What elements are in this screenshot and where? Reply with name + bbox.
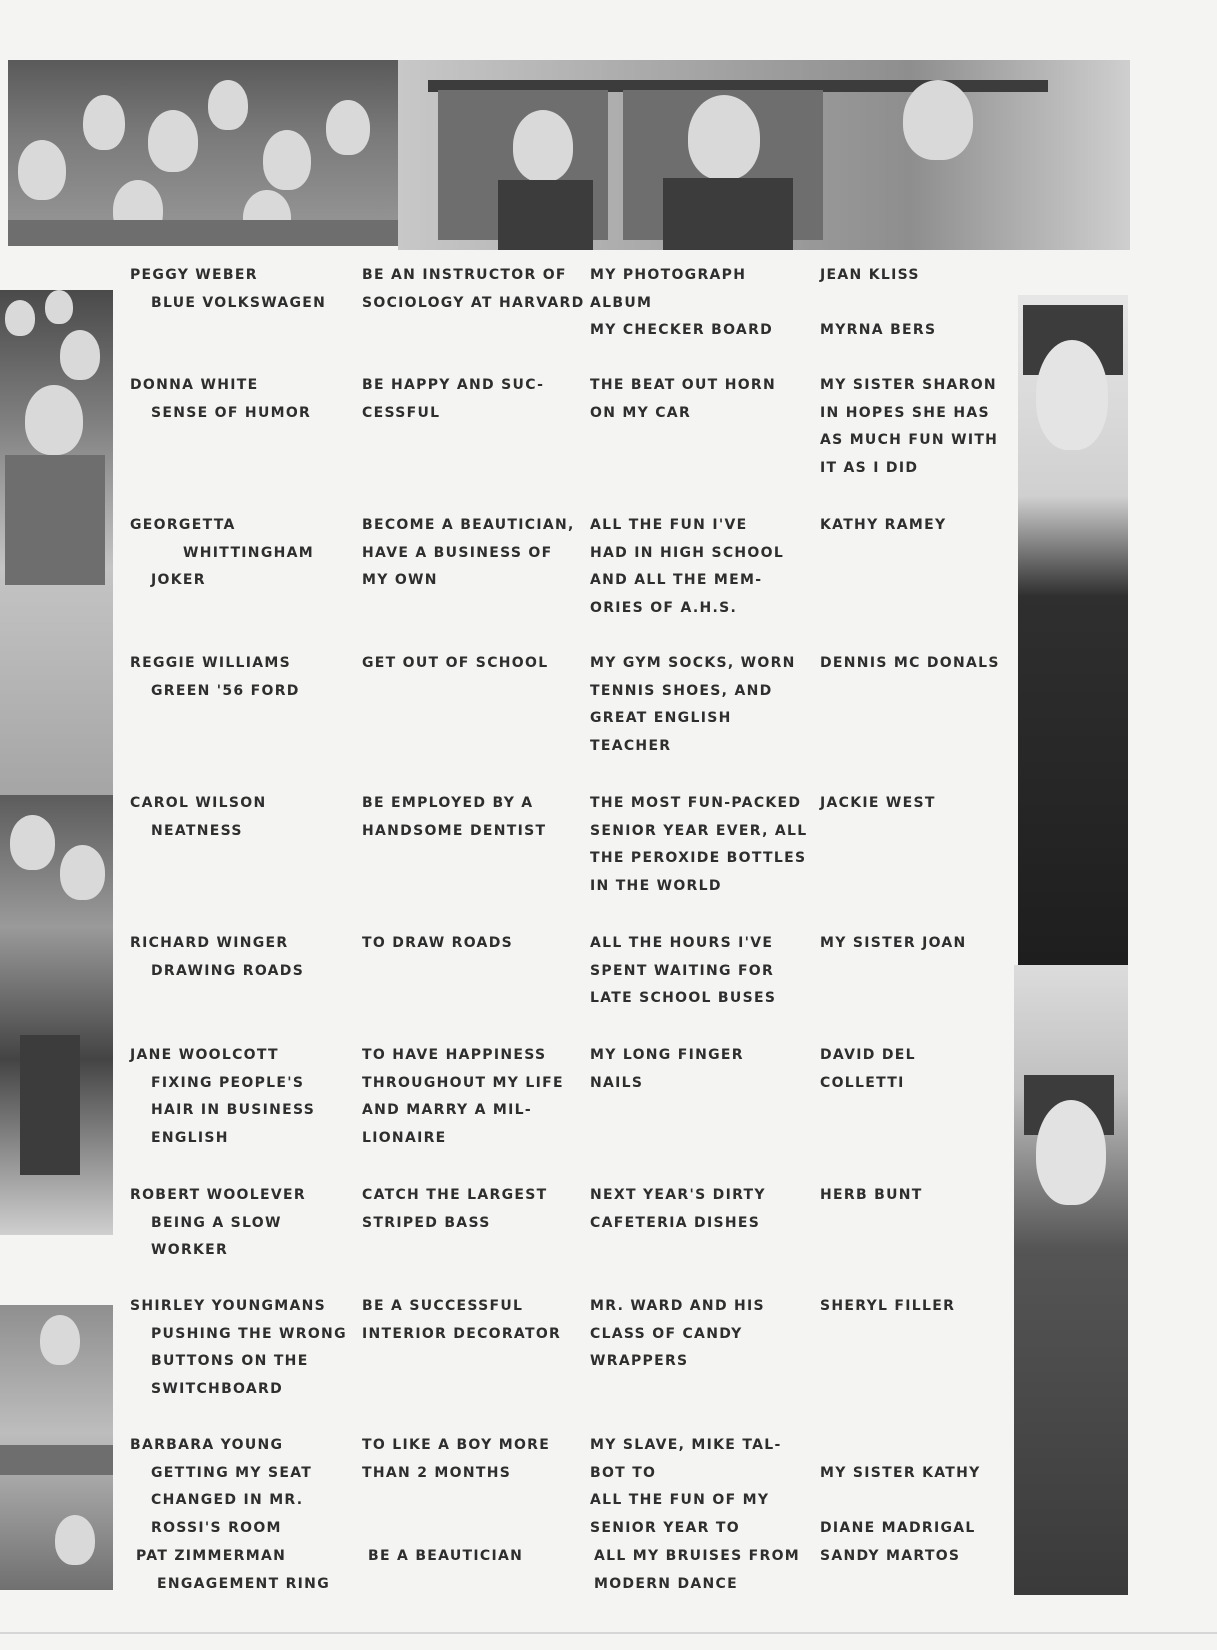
bequest-line: MODERN DANCE bbox=[594, 1575, 738, 1592]
student-name: PEGGY WEBER bbox=[130, 267, 258, 283]
ambition-line: BE A SUCCESSFUL bbox=[362, 1298, 524, 1314]
ambition-line: THROUGHOUT MY LIFE bbox=[362, 1074, 564, 1091]
recipient-line: AS MUCH FUN WITH bbox=[820, 432, 999, 448]
student-cell bbox=[130, 930, 352, 985]
bequest-cell bbox=[590, 1042, 815, 1097]
student-cell bbox=[130, 1293, 352, 1403]
student-cell bbox=[130, 262, 352, 317]
ambition-line: CESSFUL bbox=[362, 404, 441, 421]
student-name: REGGIE WILLIAMS bbox=[130, 655, 292, 671]
bequest-line: LATE SCHOOL BUSES bbox=[590, 990, 777, 1006]
bequest-line: CAFETERIA DISHES bbox=[590, 1214, 761, 1231]
bequest-line: WRAPPERS bbox=[590, 1353, 689, 1369]
recipient-line: JACKIE WEST bbox=[820, 795, 936, 811]
ambition-line: TO LIKE A BOY MORE bbox=[362, 1437, 551, 1453]
student-name: BARBARA YOUNG bbox=[130, 1437, 284, 1453]
bequest-cell bbox=[590, 650, 815, 760]
student-trait: HAIR IN BUSINESS bbox=[151, 1102, 316, 1118]
student-cell bbox=[130, 1182, 352, 1265]
recipient-cell bbox=[820, 1432, 1020, 1542]
student-cell bbox=[130, 512, 352, 595]
ambition-cell bbox=[362, 790, 584, 845]
ambition-cell bbox=[362, 512, 584, 595]
recipient-line: DAVID DEL bbox=[820, 1047, 916, 1063]
recipient-line: MY SISTER KATHY bbox=[820, 1464, 981, 1481]
student-name: PAT ZIMMERMAN bbox=[136, 1548, 287, 1564]
bequest-cell bbox=[590, 512, 815, 622]
bequest-line: BOT TO bbox=[590, 1464, 657, 1481]
student-cell bbox=[130, 372, 352, 427]
bequest-cell bbox=[594, 1543, 819, 1598]
student-trait: FIXING PEOPLE'S bbox=[151, 1074, 305, 1091]
student-trait: SWITCHBOARD bbox=[151, 1380, 284, 1397]
student-cell bbox=[130, 1432, 352, 1542]
student-trait: DRAWING ROADS bbox=[151, 962, 305, 979]
ambition-line: THAN 2 MONTHS bbox=[362, 1464, 512, 1481]
ambition-cell bbox=[362, 1432, 584, 1487]
recipient-line bbox=[820, 1487, 1020, 1515]
student-trait: NEATNESS bbox=[151, 822, 243, 839]
recipient-cell bbox=[820, 1042, 1020, 1097]
bequest-line: IN THE WORLD bbox=[590, 877, 722, 894]
bequest-line: MY GYM SOCKS, WORN bbox=[590, 655, 796, 671]
student-trait: GREEN '56 FORD bbox=[151, 682, 300, 699]
student-trait: ENGLISH bbox=[151, 1129, 229, 1146]
ambition-line: LIONAIRE bbox=[362, 1129, 447, 1146]
student-name: JANE WOOLCOTT bbox=[130, 1047, 279, 1063]
recipient-line: MY SISTER JOAN bbox=[820, 935, 967, 951]
student-trait: CHANGED IN MR. bbox=[151, 1492, 304, 1508]
ambition-line: BE EMPLOYED BY A bbox=[362, 795, 534, 811]
bequest-line: TEACHER bbox=[590, 737, 672, 754]
bequest-line: THE BEAT OUT HORN bbox=[590, 377, 777, 393]
ambition-line: BE AN INSTRUCTOR OF bbox=[362, 267, 567, 283]
recipient-cell bbox=[820, 512, 1020, 540]
ambition-cell bbox=[362, 262, 584, 317]
ambition-cell bbox=[362, 930, 584, 958]
student-trait: PUSHING THE WRONG bbox=[151, 1325, 347, 1342]
bequest-line: MY LONG FINGER bbox=[590, 1047, 744, 1063]
ambition-line: SOCIOLOGY AT HARVARD bbox=[362, 294, 585, 311]
student-name: GEORGETTA bbox=[130, 517, 236, 533]
bequest-cell bbox=[590, 1293, 815, 1376]
recipient-line: JEAN KLISS bbox=[820, 267, 920, 283]
bequest-line: ALL THE HOURS I'VE bbox=[590, 935, 774, 951]
page-bottom-rule bbox=[0, 1632, 1217, 1634]
student-name: SHIRLEY YOUNGMANS bbox=[130, 1298, 327, 1314]
bequest-line: MY PHOTOGRAPH bbox=[590, 267, 747, 283]
ambition-line: BECOME A BEAUTICIAN, bbox=[362, 517, 575, 533]
bequest-line: NAILS bbox=[590, 1074, 644, 1091]
recipient-line: IN HOPES SHE HAS bbox=[820, 404, 990, 421]
bequest-line: CLASS OF CANDY bbox=[590, 1325, 743, 1342]
recipient-cell bbox=[820, 1543, 1020, 1571]
bequest-line: MY SLAVE, MIKE TAL- bbox=[590, 1437, 782, 1453]
ambition-line: BE A BEAUTICIAN bbox=[368, 1548, 524, 1564]
bequest-line: ALL THE FUN I'VE bbox=[590, 517, 748, 533]
ambition-line: HANDSOME DENTIST bbox=[362, 822, 547, 839]
recipient-cell bbox=[820, 790, 1020, 818]
student-trait: BLUE VOLKSWAGEN bbox=[151, 294, 327, 311]
bequest-line: GREAT ENGLISH bbox=[590, 710, 732, 726]
ambition-line: GET OUT OF SCHOOL bbox=[362, 655, 549, 671]
ambition-line: CATCH THE LARGEST bbox=[362, 1187, 548, 1203]
recipient-cell bbox=[820, 1293, 1020, 1321]
student-trait: JOKER bbox=[151, 572, 206, 588]
student-cell bbox=[136, 1543, 358, 1598]
student-trait: BUTTONS ON THE bbox=[151, 1353, 309, 1369]
recipient-cell bbox=[820, 1182, 1020, 1210]
ambition-cell bbox=[362, 372, 584, 427]
student-name: DONNA WHITE bbox=[130, 377, 259, 393]
ambition-line: BE HAPPY AND SUC- bbox=[362, 377, 545, 393]
recipient-cell bbox=[820, 650, 1020, 678]
ambition-cell bbox=[368, 1543, 590, 1571]
bequest-cell bbox=[590, 372, 815, 427]
ambition-line: STRIPED BASS bbox=[362, 1214, 491, 1231]
student-name-cont: WHITTINGHAM bbox=[183, 544, 314, 561]
student-trait: ROSSI'S ROOM bbox=[151, 1519, 282, 1536]
student-cell bbox=[130, 790, 352, 845]
student-trait: WORKER bbox=[151, 1242, 229, 1258]
bequest-line: SPENT WAITING FOR bbox=[590, 962, 775, 979]
ambition-line: INTERIOR DECORATOR bbox=[362, 1325, 562, 1342]
bequest-line: AND ALL THE MEM- bbox=[590, 572, 763, 588]
student-name: ROBERT WOOLEVER bbox=[130, 1187, 306, 1203]
bequest-line: THE MOST FUN-PACKED bbox=[590, 795, 802, 811]
recipient-line: IT AS I DID bbox=[820, 459, 919, 476]
bequest-line: ALBUM bbox=[590, 294, 653, 311]
recipient-cell bbox=[820, 372, 1020, 482]
recipient-line: DENNIS MC DONALS bbox=[820, 655, 1000, 671]
bequest-line: ON MY CAR bbox=[590, 404, 692, 421]
ambition-line: TO DRAW ROADS bbox=[362, 935, 513, 951]
bequest-line: ALL MY BRUISES FROM bbox=[594, 1548, 801, 1564]
bequest-line: HAD IN HIGH SCHOOL bbox=[590, 544, 785, 561]
recipient-line bbox=[820, 1432, 1020, 1460]
ambition-line: TO HAVE HAPPINESS bbox=[362, 1047, 547, 1063]
recipient-line: MY SISTER SHARON bbox=[820, 377, 997, 393]
student-name: RICHARD WINGER bbox=[130, 935, 289, 951]
ambition-cell bbox=[362, 1293, 584, 1348]
ambition-cell bbox=[362, 1182, 584, 1237]
recipient-line: COLLETTI bbox=[820, 1074, 905, 1091]
bequest-line: ORIES OF A.H.S. bbox=[590, 599, 738, 616]
bequest-cell bbox=[590, 790, 815, 900]
recipient-line: SANDY MARTOS bbox=[820, 1548, 961, 1564]
bequest-line: MR. WARD AND HIS bbox=[590, 1298, 765, 1314]
ambition-line: HAVE A BUSINESS OF bbox=[362, 544, 553, 561]
student-cell bbox=[130, 1042, 352, 1152]
bequest-cell bbox=[590, 930, 815, 1013]
bequest-cell bbox=[590, 262, 815, 345]
recipient-line: MYRNA BERS bbox=[820, 322, 937, 338]
recipient-line: HERB BUNT bbox=[820, 1187, 923, 1203]
recipient-line: KATHY RAMEY bbox=[820, 517, 947, 533]
ambition-cell bbox=[362, 650, 584, 678]
bequest-line: ALL THE FUN OF MY bbox=[590, 1492, 770, 1508]
student-name: CAROL WILSON bbox=[130, 795, 267, 811]
recipient-line: SHERYL FILLER bbox=[820, 1298, 956, 1314]
recipient-cell bbox=[820, 930, 1020, 958]
student-cell bbox=[130, 650, 352, 705]
recipient-cell bbox=[820, 262, 1020, 345]
bequest-line: TENNIS SHOES, AND bbox=[590, 682, 773, 699]
student-trait: SENSE OF HUMOR bbox=[151, 404, 312, 421]
student-trait: GETTING MY SEAT bbox=[151, 1464, 313, 1481]
bequest-line: NEXT YEAR'S DIRTY bbox=[590, 1187, 766, 1203]
bequest-cell bbox=[590, 1182, 815, 1237]
bequest-line: MY CHECKER BOARD bbox=[590, 322, 774, 338]
bequest-line: SENIOR YEAR EVER, ALL bbox=[590, 822, 808, 839]
recipient-line bbox=[820, 290, 1020, 318]
student-trait: BEING A SLOW bbox=[151, 1214, 282, 1231]
ambition-line: MY OWN bbox=[362, 572, 438, 588]
bequest-cell bbox=[590, 1432, 815, 1542]
ambition-line: AND MARRY A MIL- bbox=[362, 1102, 533, 1118]
bequest-line: THE PEROXIDE BOTTLES bbox=[590, 850, 807, 866]
ambition-cell bbox=[362, 1042, 584, 1152]
recipient-line: DIANE MADRIGAL bbox=[820, 1519, 976, 1536]
student-trait: ENGAGEMENT RING bbox=[157, 1575, 330, 1592]
bequest-line: SENIOR YEAR TO bbox=[590, 1519, 740, 1536]
